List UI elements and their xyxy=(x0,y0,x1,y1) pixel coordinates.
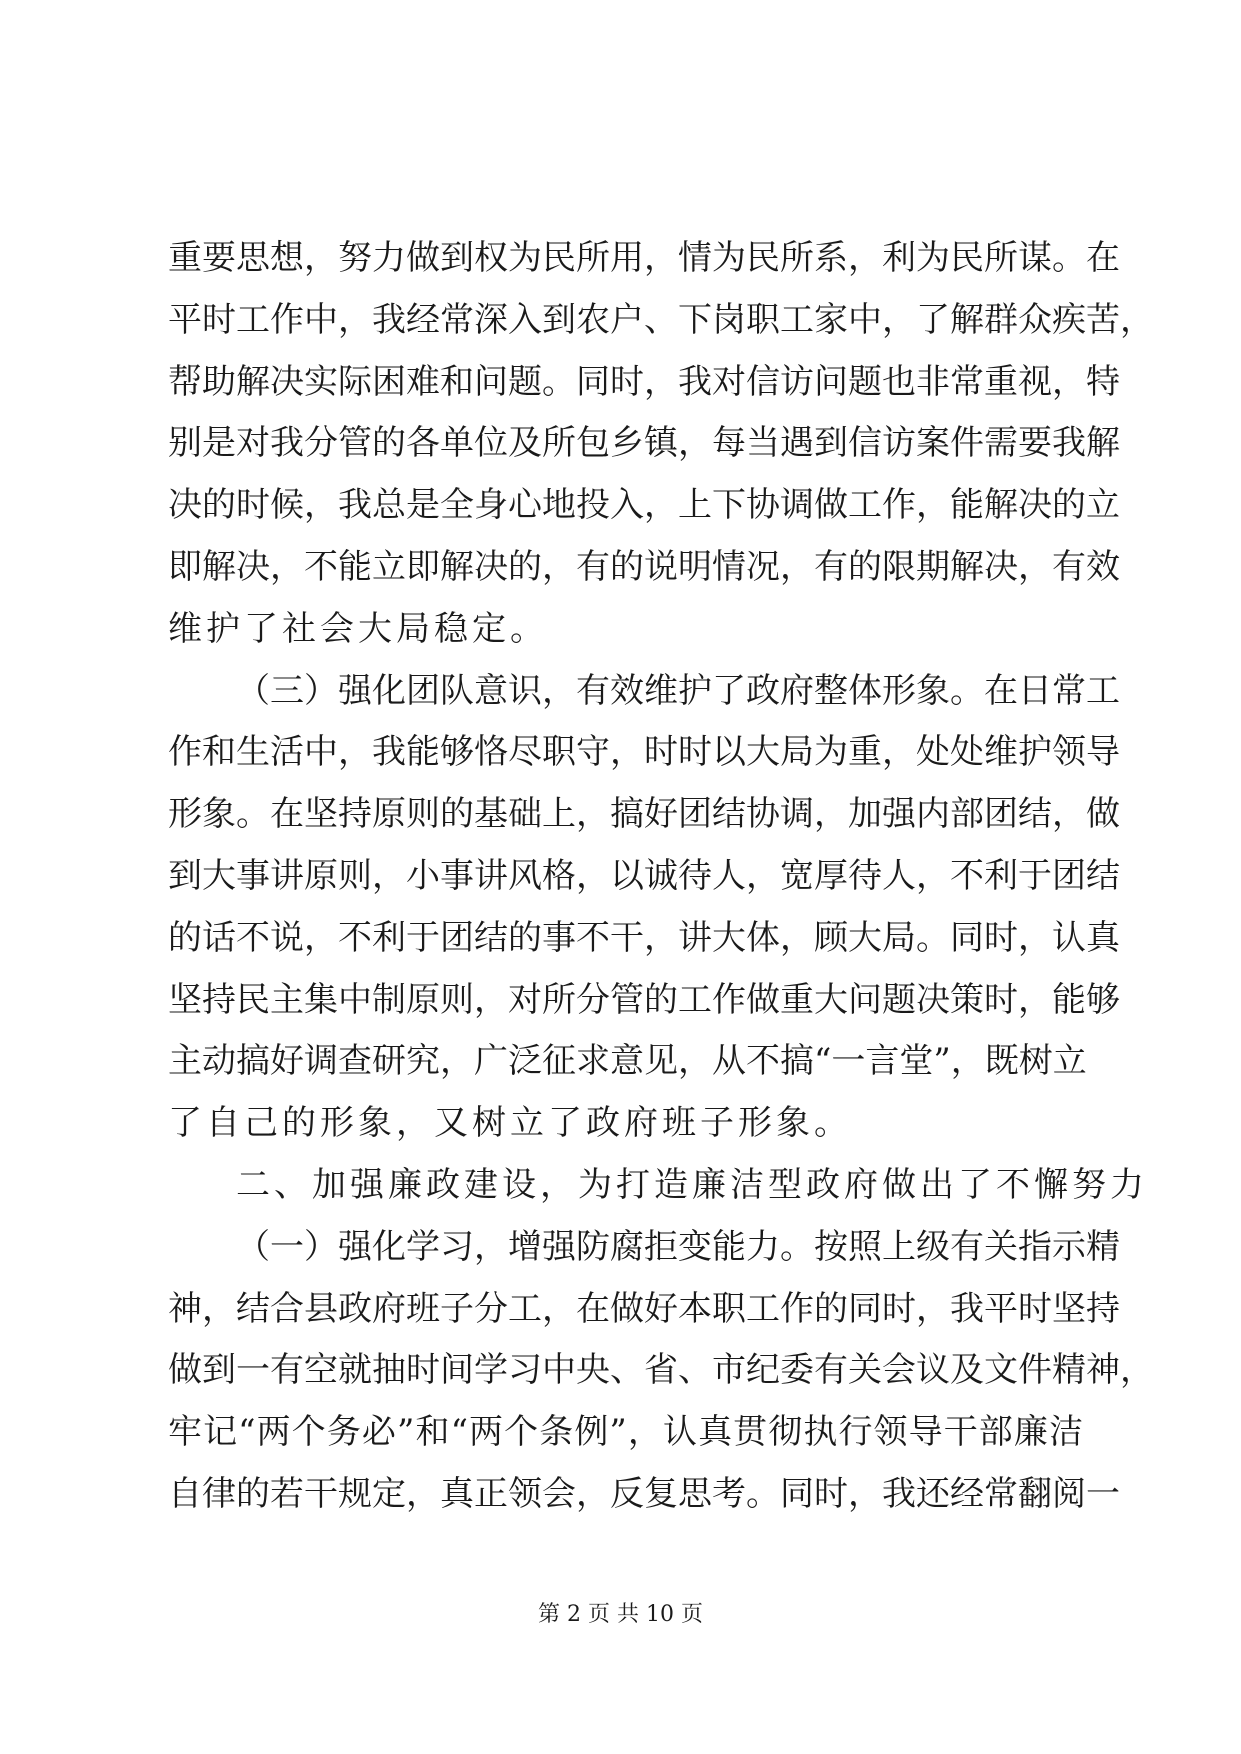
text-line: 神，结合县政府班子分工，在做好本职工作的同时，我平时坚持 xyxy=(168,1288,1120,1329)
text-line: 主动搞好调查研究，广泛征求意见，从不搞“一言堂”，既树立 xyxy=(168,1041,1087,1082)
body-text xyxy=(168,228,1154,1526)
text-line: 平时工作中，我经常深入到农户、下岗职工家中，了解群众疾苦， xyxy=(168,299,1154,340)
text-line: 二、加强廉政建设，为打造廉洁型政府做出了不懈努力 xyxy=(236,1164,1148,1205)
text-line: 牢记“两个务必”和“两个条例”，认真贯彻执行领导干部廉洁 xyxy=(168,1412,1083,1453)
text-line: 帮助解决实际困难和问题。同时，我对信访问题也非常重视，特 xyxy=(168,361,1120,402)
text-line: 了自己的形象，又树立了政府班子形象。 xyxy=(168,1103,852,1144)
text-line: 重要思想，努力做到权为民所用，情为民所系，利为民所谋。在 xyxy=(168,238,1120,278)
text-line: 到大事讲原则，小事讲风格，以诚待人，宽厚待人，不利于团结 xyxy=(168,855,1120,896)
text-line: 做到一有空就抽时间学习中央、省、市纪委有关会议及文件精神， xyxy=(168,1350,1154,1391)
text-line: 坚持民主集中制原则，对所分管的工作做重大问题决策时，能够 xyxy=(168,979,1120,1020)
text-line: 作和生活中，我能够恪尽职守，时时以大局为重，处处维护领导 xyxy=(168,732,1120,773)
text-line: 别是对我分管的各单位及所包乡镇，每当遇到信访案件需要我解 xyxy=(168,423,1120,464)
text-line: 决的时候，我总是全身心地投入，上下协调做工作，能解决的立 xyxy=(168,485,1120,526)
text-line: 维护了社会大局稳定。 xyxy=(168,608,548,649)
text-line: 的话不说，不利于团结的事不干，讲大体，顾大局。同时，认真 xyxy=(168,917,1120,958)
text-line: 自律的若干规定，真正领会，反复思考。同时，我还经常翻阅一 xyxy=(168,1473,1120,1514)
page-footer: 第 2 页 共 10 页 xyxy=(538,1602,703,1627)
text-line: （三）强化团队意识，有效维护了政府整体形象。在日常工 xyxy=(236,670,1120,711)
text-line: 形象。在坚持原则的基础上，搞好团结协调，加强内部团结，做 xyxy=(168,794,1120,835)
text-line: （一）强化学习，增强防腐拒变能力。按照上级有关指示精 xyxy=(236,1226,1120,1267)
text-line: 即解决，不能立即解决的，有的说明情况，有的限期解决，有效 xyxy=(168,546,1120,587)
